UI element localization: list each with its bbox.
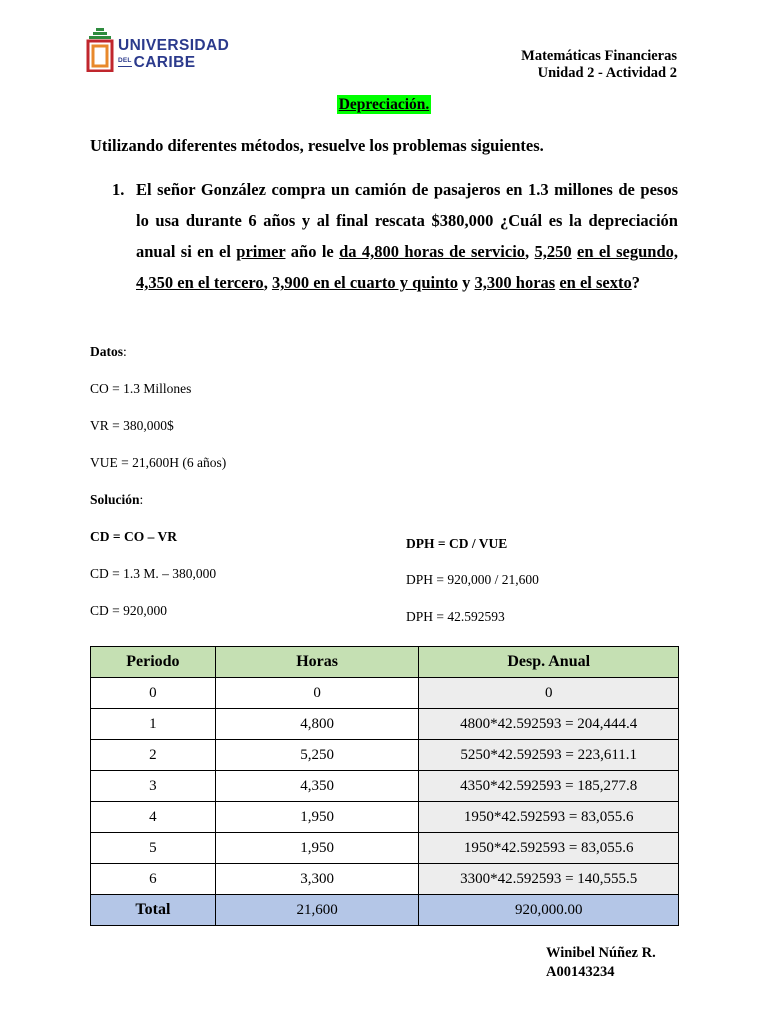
cell-horas: 3,300 [215, 864, 419, 895]
header-horas: Horas [215, 647, 419, 678]
cd-substitution: CD = 1.3 M. – 380,000 [90, 566, 217, 581]
cell-periodo: 2 [91, 740, 216, 771]
header-desp-anual: Desp. Anual [419, 647, 679, 678]
logo-line1: UNIVERSIDAD [118, 37, 230, 54]
table-header-row [91, 647, 679, 678]
problem-part: ? [631, 273, 640, 292]
document-header [521, 48, 677, 82]
cell-desp-anual: 1950*42.592593 = 83,055.6 [419, 802, 679, 833]
cell-periodo: 1 [91, 709, 216, 740]
cell-horas: 0 [215, 678, 419, 709]
cd-formula: CD = CO – VR [90, 529, 177, 544]
dph-substitution: DPH = 920,000 / 21,600 [406, 572, 539, 587]
problem-part: año le [285, 242, 340, 261]
problem-part: , [263, 273, 272, 292]
total-label: Total [91, 895, 216, 926]
cell-periodo: 3 [91, 771, 216, 802]
logo-wordmark [118, 38, 229, 70]
cell-horas: 1,950 [215, 802, 419, 833]
cell-desp-anual: 1950*42.592593 = 83,055.6 [419, 833, 679, 864]
problem-part: El señor González compra un camión de pasajeros en 1.3 millones de pesos lo usa durante 6 años y al final rescata $380,000 ¿Cuál es la depreciación anual si en el [136, 180, 678, 261]
datos-heading [90, 344, 127, 360]
datos-label: Datos [90, 344, 123, 359]
solucion-colon: : [139, 492, 144, 507]
cell-desp-anual: 4350*42.592593 = 185,277.8 [419, 771, 679, 802]
unit-activity: Unidad 2 - Actividad 2 [537, 65, 677, 81]
cell-desp-anual: 5250*42.592593 = 223,611.1 [419, 740, 679, 771]
cell-horas: 4,800 [215, 709, 419, 740]
cell-horas: 4,350 [215, 771, 419, 802]
cell-desp-anual: 3300*42.592593 = 140,555.5 [419, 864, 679, 895]
problem-part: , [525, 242, 535, 261]
datos-vr: VR = 380,000$ [90, 418, 174, 433]
datos-co: CO = 1.3 Millones [90, 381, 192, 396]
problem-part-underlined: da 4,800 horas de servicio [339, 242, 526, 261]
cell-horas: 1,950 [215, 833, 419, 864]
course-name: Matemáticas Financieras [521, 48, 677, 64]
logo-caribe: CARIBE [133, 53, 196, 71]
problem-text [136, 174, 678, 298]
cell-periodo: 5 [91, 833, 216, 864]
logo-del: DEL [118, 58, 132, 67]
table-row [91, 740, 679, 771]
page-title: Depreciación. [338, 96, 430, 113]
table-row [91, 709, 679, 740]
cell-periodo: 0 [91, 678, 216, 709]
author-id: A00143234 [546, 964, 615, 980]
cell-periodo: 4 [91, 802, 216, 833]
depreciation-table [90, 646, 679, 926]
table-row [91, 678, 679, 709]
cell-periodo: 6 [91, 864, 216, 895]
header-periodo: Periodo [91, 647, 216, 678]
title-wrapper [0, 95, 768, 114]
cell-desp-anual: 0 [419, 678, 679, 709]
problem-statement [112, 174, 678, 298]
dph-formula: DPH = CD / VUE [406, 536, 508, 551]
problem-part-underlined: 3,900 en el cuarto y quinto [271, 273, 459, 292]
table-row [91, 771, 679, 802]
instructions: Utilizando diferentes métodos, resuelve los problemas siguientes. [90, 136, 544, 155]
table-total-row [91, 895, 679, 926]
cell-horas: 5,250 [215, 740, 419, 771]
logo-line2 [118, 55, 229, 71]
table-row [91, 833, 679, 864]
dph-result: DPH = 42.592593 [406, 609, 505, 624]
problem-number: 1. [112, 180, 125, 199]
total-desp-anual: 920,000.00 [419, 895, 679, 926]
author-name: Winibel Núñez R. [546, 945, 656, 961]
university-logo [86, 26, 246, 86]
cd-result: CD = 920,000 [90, 603, 167, 618]
datos-vue: VUE = 21,600H (6 años) [90, 455, 227, 470]
problem-part-underlined: 3,300 horas [474, 273, 556, 292]
datos-colon: : [123, 344, 127, 359]
solucion-label: Solución [90, 492, 140, 507]
cell-desp-anual: 4800*42.592593 = 204,444.4 [419, 709, 679, 740]
problem-part-underlined: primer [236, 242, 286, 261]
university-crest-icon [86, 28, 114, 72]
total-horas: 21,600 [215, 895, 419, 926]
problem-part: y [458, 273, 475, 292]
problem-part-underlined: en el sexto [559, 273, 632, 292]
table-row [91, 802, 679, 833]
author-block [546, 944, 656, 982]
solucion-heading [90, 492, 143, 508]
problem-part-underlined: en el segundo, 4,350 en el tercero [136, 242, 679, 292]
table-row [91, 864, 679, 895]
problem-part-underlined: 5,250 [534, 242, 572, 261]
